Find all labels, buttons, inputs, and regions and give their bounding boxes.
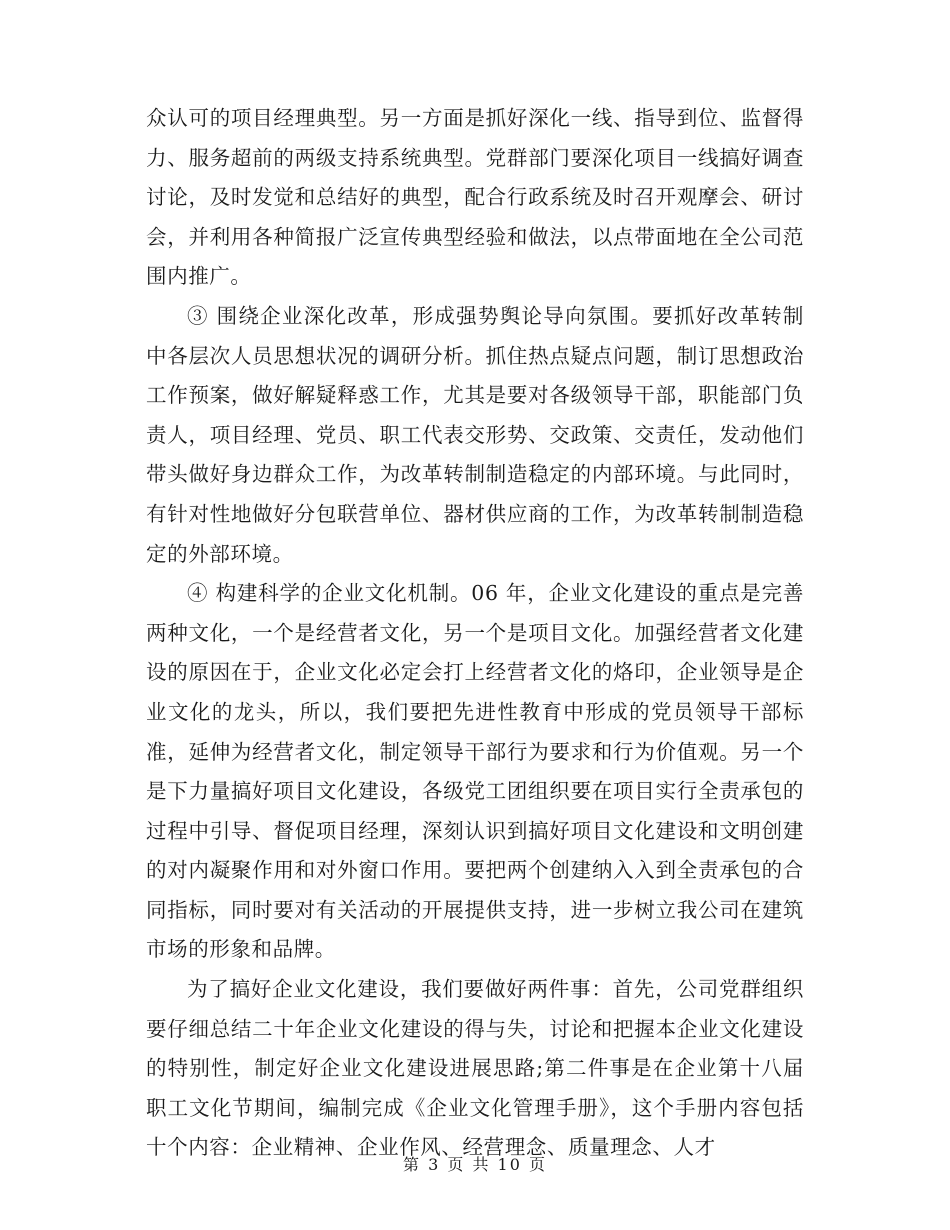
paragraph-item-4: ④ 构建科学的企业文化机制。06 年，企业文化建设的重点是完善两种文化，一个是经营者文化，另一个是项目文化。加强经营者文化建设的原因在于，企业文化必定会打上经营者文化的烙印，企业领导是企业文化的龙头，所以，我们要把先进性教育中形成的党员领导干部标准，延伸为经营者文化，制定领导干部行为要求和行为价值观。另一个是下力量搞好项目文化建设，各级党工团组织要在项目实行全责承包的过程中引导、督促项目经理，深刻认识到搞好项目文化建设和文明创建的对内凝聚作用和对外窗口作用。要把两个创建纳入入到全责承包的合同指标，同时要对有关活动的开展提供支持，进一步树立我公司在建筑市场的形象和品牌。: [146, 581, 804, 962]
page-number-footer: 第 3 页 共 10 页: [403, 1155, 547, 1174]
document-body: [146, 99, 804, 1168]
paragraph-continuation: 众认可的项目经理典型。另一方面是抓好深化一线、指导到位、监督得力、服务超前的两级支持系统典型。党群部门要深化项目一线搞好调查讨论，及时发觉和总结好的典型，配合行政系统及时召开观摩会、研讨会，并利用各种简报广泛宣传典型经验和做法，以点带面地在全公司范围内推广。: [146, 106, 804, 289]
paragraph-item-3: ③ 围绕企业深化改革，形成强势舆论导向氛围。要抓好改革转制中各层次人员思想状况的调研分析。抓住热点疑点问题，制订思想政治工作预案，做好解疑释惑工作，尤其是要对各级领导干部，职能部门负责人，项目经理、党员、职工代表交形势、交政策、交责任，发动他们带头做好身边群众工作，为改革转制制造稳定的内部环境。与此同时，有针对性地做好分包联营单位、器材供应商的工作，为改革转制制造稳定的外部环境。: [146, 303, 804, 566]
paragraph-culture-tasks: 为了搞好企业文化建设，我们要做好两件事：首先，公司党群组织要仔细总结二十年企业文化建设的得与失，讨论和把握本企业文化建设的特别性，制定好企业文化建设进展思路;第二件事是在企业第十八届职工文化节期间，编制完成《企业文化管理手册》，这个手册内容包括十个内容：企业精神、企业作风、经营理念、质量理念、人才: [146, 977, 804, 1160]
